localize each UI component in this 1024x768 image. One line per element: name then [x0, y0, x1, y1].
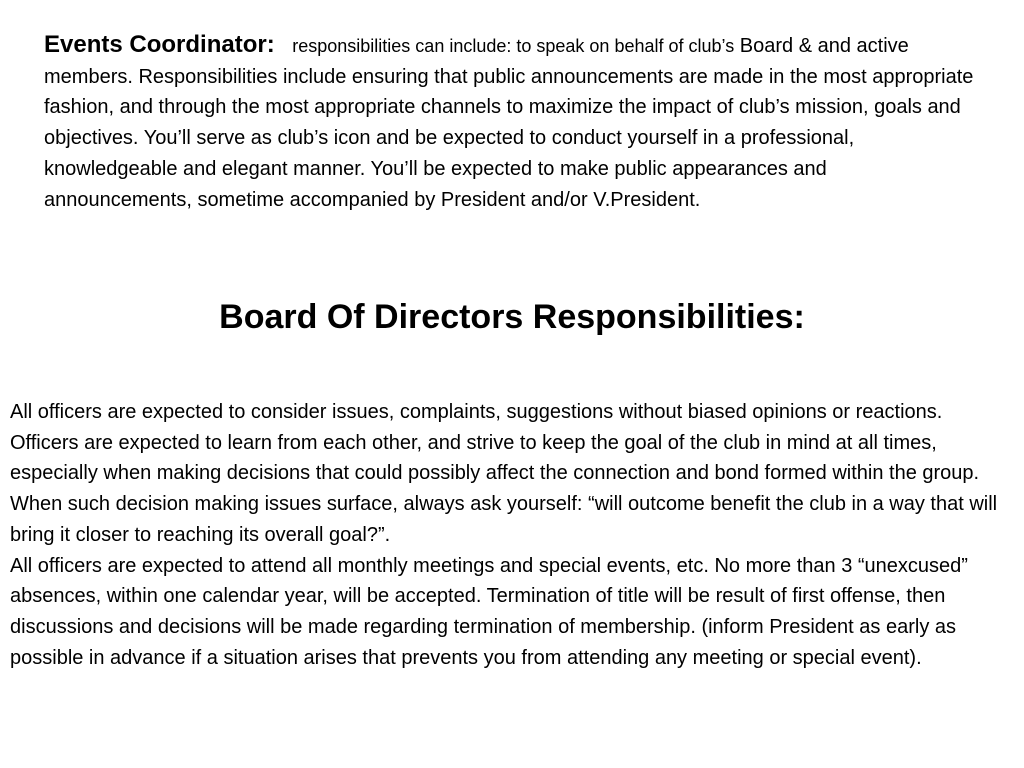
board-responsibilities-section: [10, 397, 1012, 673]
board-paragraph-attendance: All officers are expected to attend all monthly meetings and special events, etc. No more than 3 “unexcused” absences, within one calendar year, will be accepted. Termination of title will be result of first offense, then discussions and decisions will be made regarding termination of membership. (inform President as early as possible in advance if a situation arises that prevents you from attending any meeting or special event).: [10, 554, 968, 669]
events-coordinator-intro: responsibilities can include: to speak on behalf of club’s: [292, 36, 735, 56]
events-coordinator-title: Events Coordinator:: [44, 31, 275, 58]
events-coordinator-body: Board & and active members. Responsibilities include ensuring that public announcements are made in the most appropriate fashion, and through the most appropriate channels to maximize the impact of club’s mission, goals and objectives. You’ll serve as club’s icon and be expected to conduct yourself in a professional, knowledgeable and elegant manner. You’ll be expected to make public appearances and announcements, sometime accompanied by President and/or V.President.: [44, 35, 974, 211]
events-coordinator-section: [44, 30, 974, 215]
board-responsibilities-heading: Board Of Directors Responsibilities:: [219, 298, 805, 336]
board-paragraph-conduct: All officers are expected to consider issues, complaints, suggestions without biased opinions or reactions. Officers are expected to learn from each other, and strive to keep the goal of the club in mind at all times, especially when making decisions that could possibly affect the connection and bond formed within the group. When such decision making issues surface, always ask yourself: “will outcome benefit the club in a way that will bring it closer to reaching its overall goal?”.: [10, 401, 998, 546]
